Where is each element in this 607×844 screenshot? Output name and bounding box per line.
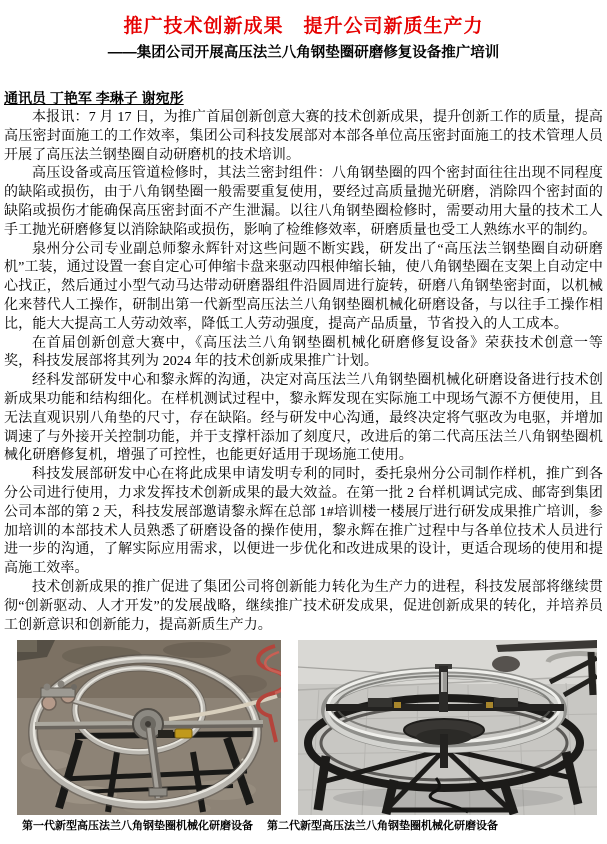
second-generation-device-photo: [298, 640, 597, 815]
paragraph-1: 本报讯：7 月 17 日，为推广首届创新创意大赛的技术创新成果，提升创新工作的质量，提高高压密封面施工的工作效率，集团公司科技发展部对本部各单位高压密封面施工的技术管理人员开展了高压法兰钢垫圈自动研磨机的技术培训。: [4, 110, 603, 163]
paragraph-3: 泉州分公司专业副总师黎永辉针对这些问题不断实践，研发出了“高压法兰钢垫圈自动研磨机”工装，通过设置一套自定心可伸缩卡盘来驱动四根伸缩长轴，使八角钢垫圈在支架上自动定中心找正，然后通过小型气动马达带动研磨器组件沿圆周进行旋转，研磨八角钢垫密封面，以机械化来替代人工操作，研制出第一代新型高压法兰八角钢垫圈机械化研磨设备，与以往手工操作相比，能大大提高工人劳动效率，降低工人劳动强度，提高产品质量，节省投入的人工成本。: [4, 241, 603, 332]
page-title: 推广技术创新成果 提升公司新质生产力: [123, 16, 484, 37]
photo-row: [4, 640, 603, 815]
paragraph-7: 技术创新成果的推广促进了集团公司将创新能力转化为生产力的进程，科技发展部将继续贯彻“创新驱动、人才开发”的发展战略，继续推广技术研发成果，促进创新成果的转化，并培养员工创新意识和创新能力，提高新质生产力。: [4, 579, 603, 633]
photo-caption-first-generation: 第一代新型高压法兰八角钢垫圈机械化研磨设备: [22, 820, 253, 833]
paragraph-5: 经科发部研发中心和黎永辉的沟通，决定对高压法兰八角钢垫圈机械化研磨设备进行技术创新成果功能和结构细化。在样机测试过程中，黎永辉发现在实际施工中现场气源不方便使用，且无法直观识别八角垫的尺寸，存在缺陷。经与研发中心沟通，最终决定将气驱改为电驱，并增加调速了与外接开关控制功能，并于支撑杆添加了刻度尺，改进后的第二代高压法兰八角钢垫圈机械化研磨修复机，增强了可控性，也能更好适用于现场施工使用。: [4, 373, 603, 464]
page-subtitle: ——集团公司开展高压法兰八角钢垫圈研磨修复设备推广培训: [107, 45, 500, 61]
first-generation-device-photo: [17, 640, 281, 815]
paragraph-4: 在首届创新创意大赛中，《高压法兰八角钢垫圈机械化研磨修复设备》荣获技术创意一等奖，科技发展部将其列为 2024 年的技术创新成果推广计划。: [4, 335, 603, 370]
photo-caption-second-generation: 第二代新型高压法兰八角钢垫圈机械化研磨设备: [267, 820, 498, 833]
caption-row: [4, 819, 603, 833]
byline: 通讯员 丁艳军 李琳子 谢宛彤: [4, 90, 184, 106]
paragraph-2: 高压设备或高压管道检修时，其法兰密封组件：八角钢垫圈的四个密封面往往出现不同程度的缺陷或损伤，由于八角钢垫圈一般需要重复使用，要经过高质量抛光研磨，消除四个密封面的缺陷或损伤才能确保高压密封面不产生泄漏。以往八角钢垫圈检修时，需要动用大量的技术工人手工抛光研磨修复以消除缺陷或损伤，影响了检维修效率，研磨质量也受工人熟练水平的制约。: [4, 166, 603, 238]
paragraph-6: 科技发展部研发中心在将此成果申请发明专利的同时，委托泉州分公司制作样机，推广到各分公司进行使用，力求发挥技术创新成果的最大效益。在第一批 2 台样机调试完成、邮寄到集团公司本部的第 2 天，科技发展部邀请黎永辉在总部 1#培训楼一楼展厅进行研发成果推广培训，参加培训的本部技术人员熟悉了研磨设备的操作使用，黎永辉在推广过程中与各单位技术人员进行进一步的沟通，了解实际应用需求，以便进一步优化和改进成果的设计，更适合现场的使用和提高施工效率。: [4, 467, 603, 577]
